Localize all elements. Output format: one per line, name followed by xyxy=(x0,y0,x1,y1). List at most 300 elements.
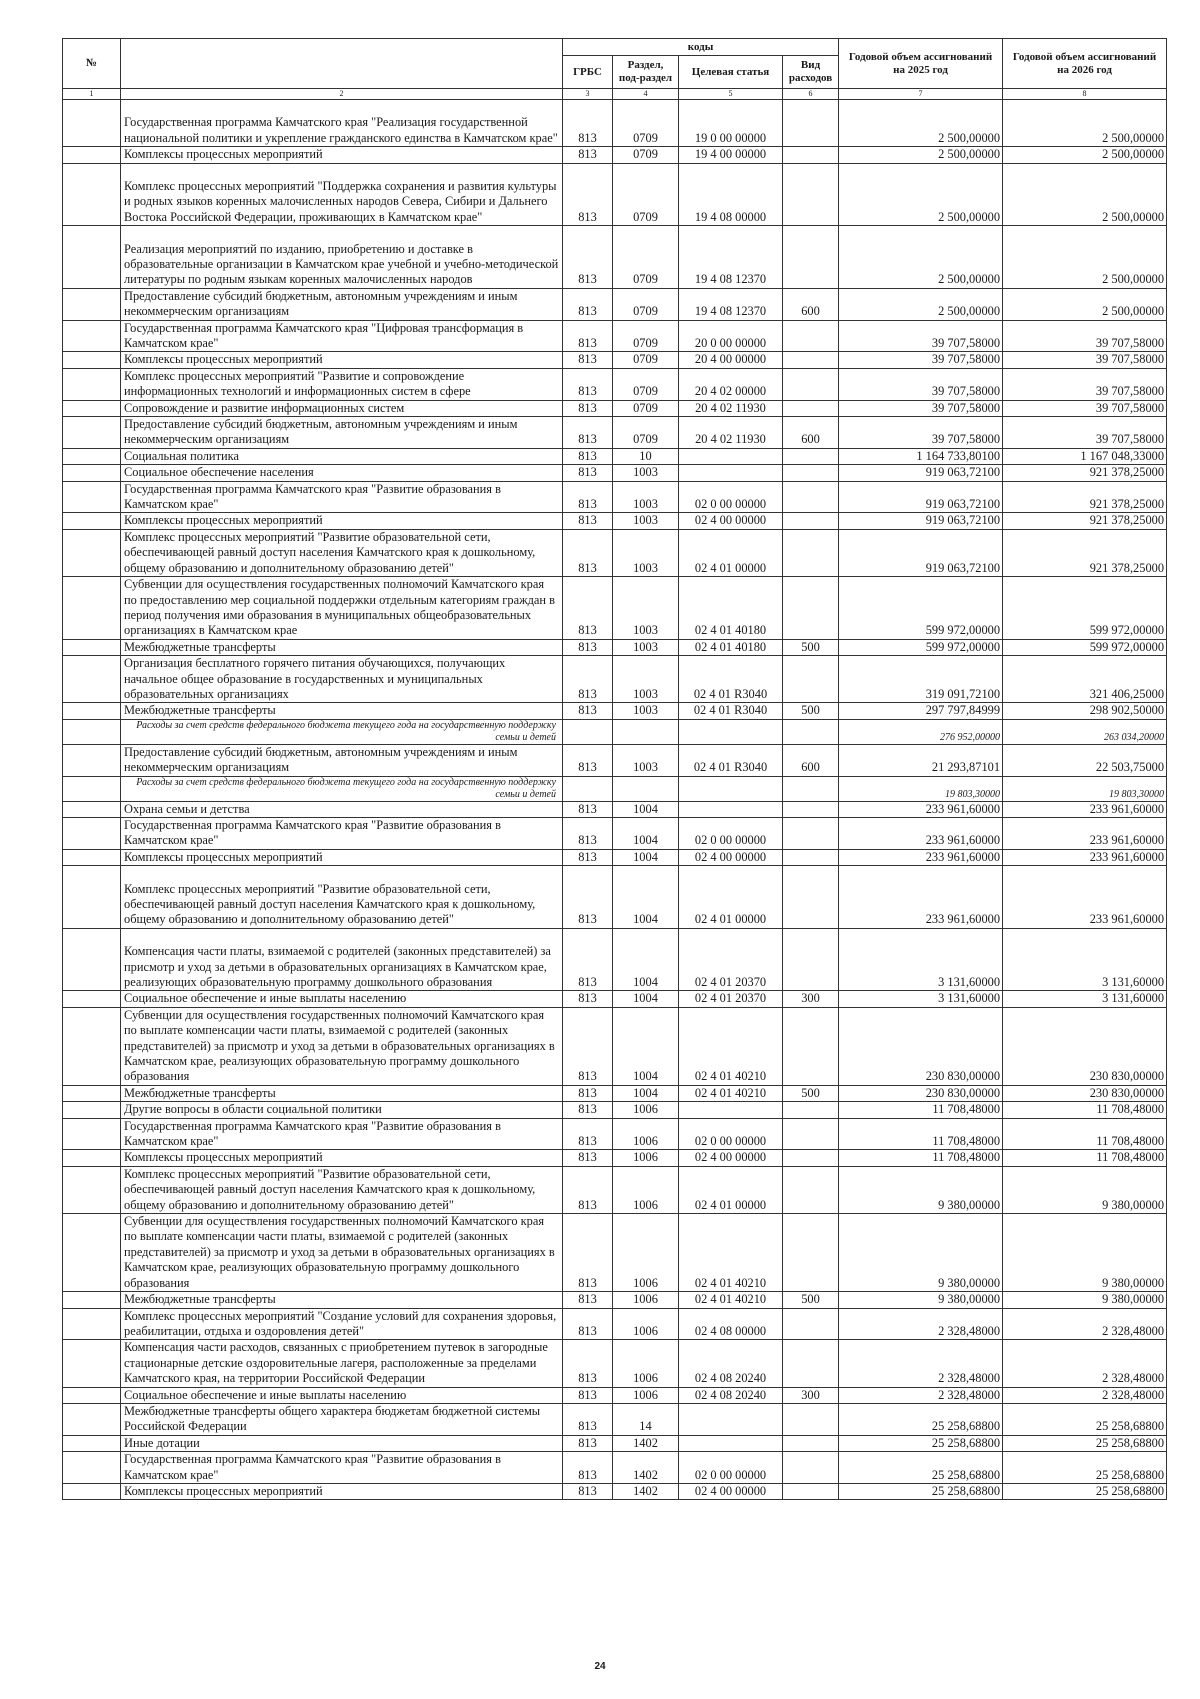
row-name: Комплекс процессных мероприятий "Создание условий для сохранения здоровья, реабилитации, отдыха и оздоровления детей" xyxy=(121,1308,563,1340)
row-name: Государственная программа Камчатского края "Развитие образования в Камчатском крае" xyxy=(121,817,563,849)
row-kind xyxy=(783,1118,839,1150)
row-section: 1006 xyxy=(613,1292,679,1308)
row-section: 1004 xyxy=(613,817,679,849)
row-amount-2026: 263 034,20000 xyxy=(1003,719,1167,744)
row-kind xyxy=(783,100,839,147)
table-row xyxy=(63,147,1167,163)
header-grbs: ГРБС xyxy=(563,56,613,89)
row-name: Межбюджетные трансферты xyxy=(121,639,563,655)
row-amount-2025: 25 258,68800 xyxy=(839,1452,1003,1484)
row-index-cell xyxy=(63,849,121,865)
row-kind xyxy=(783,1435,839,1451)
table-row xyxy=(63,639,1167,655)
row-amount-2025: 233 961,60000 xyxy=(839,817,1003,849)
row-section: 1006 xyxy=(613,1387,679,1403)
row-grbs: 813 xyxy=(563,417,613,449)
row-kind: 500 xyxy=(783,1085,839,1101)
row-amount-2026: 2 500,00000 xyxy=(1003,226,1167,289)
row-target: 19 4 08 12370 xyxy=(679,226,783,289)
row-index-cell xyxy=(63,147,121,163)
row-name: Другие вопросы в области социальной политики xyxy=(121,1102,563,1118)
row-section: 1006 xyxy=(613,1214,679,1292)
header-2025: Годовой объем ассигнований на 2025 год xyxy=(839,39,1003,89)
table-row xyxy=(63,744,1167,776)
row-amount-2026: 19 803,30000 xyxy=(1003,776,1167,801)
row-amount-2026: 2 500,00000 xyxy=(1003,288,1167,320)
row-name: Межбюджетные трансферты общего характера бюджетам бюджетной системы Российской Федерации xyxy=(121,1403,563,1435)
row-amount-2026: 233 961,60000 xyxy=(1003,866,1167,929)
row-section: 1003 xyxy=(613,481,679,513)
row-index-cell xyxy=(63,656,121,703)
row-amount-2026: 2 500,00000 xyxy=(1003,100,1167,147)
row-kind xyxy=(783,163,839,226)
row-name: Комплекс процессных мероприятий "Развитие и сопровождение информационных технологий и информационных систем в сфере xyxy=(121,368,563,400)
table-row xyxy=(63,703,1167,719)
row-target: 02 4 01 00000 xyxy=(679,529,783,576)
row-amount-2026: 25 258,68800 xyxy=(1003,1452,1167,1484)
row-name: Комплекс процессных мероприятий "Развитие образовательной сети, обеспечивающей равный доступ населения Камчатского края к дошкольному, общему образованию и дополнительному образованию детей" xyxy=(121,529,563,576)
row-target: 02 4 01 R3040 xyxy=(679,656,783,703)
table-row xyxy=(63,465,1167,481)
row-grbs: 813 xyxy=(563,481,613,513)
row-target: 20 4 00 00000 xyxy=(679,352,783,368)
row-index-cell xyxy=(63,703,121,719)
row-amount-2025: 2 500,00000 xyxy=(839,163,1003,226)
row-section: 0709 xyxy=(613,417,679,449)
row-name: Комплекс процессных мероприятий "Развитие образовательной сети, обеспечивающей равный доступ населения Камчатского края к дошкольному, общему образованию и дополнительному образованию детей" xyxy=(121,866,563,929)
row-section: 1003 xyxy=(613,577,679,640)
row-amount-2026: 921 378,25000 xyxy=(1003,529,1167,576)
row-section: 1004 xyxy=(613,866,679,929)
row-amount-2025: 25 258,68800 xyxy=(839,1435,1003,1451)
row-index-cell xyxy=(63,417,121,449)
row-amount-2026: 2 328,48000 xyxy=(1003,1387,1167,1403)
table-row xyxy=(63,866,1167,929)
row-target xyxy=(679,719,783,744)
header-codes: коды xyxy=(563,39,839,56)
row-amount-2025: 919 063,72100 xyxy=(839,513,1003,529)
row-name: Социальное обеспечение и иные выплаты населению xyxy=(121,991,563,1007)
row-amount-2026: 230 830,00000 xyxy=(1003,1007,1167,1085)
row-grbs: 813 xyxy=(563,928,613,991)
row-index-cell xyxy=(63,1166,121,1213)
row-amount-2025: 233 961,60000 xyxy=(839,866,1003,929)
row-index-cell xyxy=(63,529,121,576)
row-kind xyxy=(783,481,839,513)
row-grbs: 813 xyxy=(563,656,613,703)
row-target: 02 4 08 20240 xyxy=(679,1340,783,1387)
row-kind xyxy=(783,1340,839,1387)
table-row xyxy=(63,1387,1167,1403)
row-index-cell xyxy=(63,1007,121,1085)
budget-page xyxy=(62,38,1166,1500)
row-kind xyxy=(783,1403,839,1435)
row-amount-2026: 39 707,58000 xyxy=(1003,320,1167,352)
row-target: 20 4 02 11930 xyxy=(679,417,783,449)
row-index-cell xyxy=(63,1387,121,1403)
row-kind xyxy=(783,801,839,817)
row-amount-2025: 9 380,00000 xyxy=(839,1214,1003,1292)
row-target: 02 4 00 00000 xyxy=(679,849,783,865)
row-name: Иные дотации xyxy=(121,1435,563,1451)
table-row xyxy=(63,817,1167,849)
row-name: Государственная программа Камчатского края "Цифровая трансформация в Камчатском крае" xyxy=(121,320,563,352)
table-row xyxy=(63,1292,1167,1308)
row-amount-2026: 11 708,48000 xyxy=(1003,1118,1167,1150)
row-section: 1004 xyxy=(613,991,679,1007)
row-section: 1004 xyxy=(613,801,679,817)
row-amount-2026: 22 503,75000 xyxy=(1003,744,1167,776)
row-kind xyxy=(783,368,839,400)
row-amount-2026: 39 707,58000 xyxy=(1003,368,1167,400)
row-grbs: 813 xyxy=(563,817,613,849)
row-index-cell xyxy=(63,744,121,776)
row-section: 1003 xyxy=(613,639,679,655)
row-amount-2025: 19 803,30000 xyxy=(839,776,1003,801)
budget-table xyxy=(62,38,1167,1500)
row-amount-2025: 233 961,60000 xyxy=(839,801,1003,817)
row-target: 02 0 00 00000 xyxy=(679,1118,783,1150)
table-row xyxy=(63,801,1167,817)
row-amount-2026: 233 961,60000 xyxy=(1003,849,1167,865)
row-name: Субвенции для осуществления государственных полномочий Камчатского края по выплате компенсации части платы, взимаемой с родителей (законных представителей) за присмотр и уход за детьми в образовательных организациях в Камчатском крае, реализующих образовательную программу дошкольного образования xyxy=(121,1214,563,1292)
row-kind xyxy=(783,1214,839,1292)
row-name: Комплексы процессных мероприятий xyxy=(121,1150,563,1166)
row-target: 19 4 00 00000 xyxy=(679,147,783,163)
row-amount-2026: 2 328,48000 xyxy=(1003,1308,1167,1340)
row-name: Межбюджетные трансферты xyxy=(121,1085,563,1101)
row-target xyxy=(679,801,783,817)
row-name: Предоставление субсидий бюджетным, автономным учреждениям и иным некоммерческим организациям xyxy=(121,417,563,449)
row-section: 0709 xyxy=(613,288,679,320)
row-kind xyxy=(783,719,839,744)
row-name: Реализация мероприятий по изданию, приобретению и доставке в образовательные организации в Камчатском крае учебной и учебно-методической литературы по родным языкам коренных малочисленных народов xyxy=(121,226,563,289)
row-index-cell xyxy=(63,776,121,801)
table-row-subnote xyxy=(63,776,1167,801)
table-row xyxy=(63,991,1167,1007)
row-kind xyxy=(783,849,839,865)
row-grbs: 813 xyxy=(563,147,613,163)
row-index-cell xyxy=(63,1118,121,1150)
table-row xyxy=(63,513,1167,529)
row-index-cell xyxy=(63,928,121,991)
row-target: 02 4 01 40210 xyxy=(679,1007,783,1085)
row-section: 0709 xyxy=(613,163,679,226)
row-section: 1006 xyxy=(613,1166,679,1213)
row-amount-2026: 321 406,25000 xyxy=(1003,656,1167,703)
row-amount-2025: 1 164 733,80100 xyxy=(839,448,1003,464)
row-section: 14 xyxy=(613,1403,679,1435)
row-kind xyxy=(783,448,839,464)
row-amount-2025: 276 952,00000 xyxy=(839,719,1003,744)
row-kind: 300 xyxy=(783,991,839,1007)
row-section: 1004 xyxy=(613,849,679,865)
row-grbs xyxy=(563,719,613,744)
row-amount-2025: 39 707,58000 xyxy=(839,417,1003,449)
row-amount-2025: 319 091,72100 xyxy=(839,656,1003,703)
table-row xyxy=(63,417,1167,449)
table-row xyxy=(63,352,1167,368)
row-kind xyxy=(783,656,839,703)
row-grbs: 813 xyxy=(563,400,613,416)
row-amount-2025: 919 063,72100 xyxy=(839,465,1003,481)
column-number: 2 xyxy=(121,89,563,100)
row-index-cell xyxy=(63,577,121,640)
row-amount-2025: 2 500,00000 xyxy=(839,147,1003,163)
row-grbs: 813 xyxy=(563,1387,613,1403)
row-section: 1003 xyxy=(613,513,679,529)
row-name: Социальная политика xyxy=(121,448,563,464)
row-kind xyxy=(783,1150,839,1166)
row-target: 02 4 01 R3040 xyxy=(679,744,783,776)
header-kind: Вид расходов xyxy=(783,56,839,89)
row-amount-2026: 25 258,68800 xyxy=(1003,1483,1167,1499)
row-section: 1006 xyxy=(613,1150,679,1166)
row-index-cell xyxy=(63,1102,121,1118)
row-target: 02 4 00 00000 xyxy=(679,1483,783,1499)
row-index-cell xyxy=(63,1340,121,1387)
row-grbs: 813 xyxy=(563,1435,613,1451)
row-grbs: 813 xyxy=(563,163,613,226)
row-target: 02 4 01 40210 xyxy=(679,1085,783,1101)
row-kind xyxy=(783,1452,839,1484)
row-section: 1004 xyxy=(613,1007,679,1085)
row-name: Комплексы процессных мероприятий xyxy=(121,147,563,163)
row-target xyxy=(679,1102,783,1118)
row-kind: 600 xyxy=(783,417,839,449)
row-amount-2026: 1 167 048,33000 xyxy=(1003,448,1167,464)
row-index-cell xyxy=(63,100,121,147)
row-section: 1402 xyxy=(613,1452,679,1484)
row-amount-2026: 39 707,58000 xyxy=(1003,417,1167,449)
row-target: 02 4 01 00000 xyxy=(679,866,783,929)
row-index-cell xyxy=(63,288,121,320)
row-grbs: 813 xyxy=(563,1340,613,1387)
row-index-cell xyxy=(63,320,121,352)
row-amount-2026: 25 258,68800 xyxy=(1003,1435,1167,1451)
table-row xyxy=(63,1308,1167,1340)
header-name xyxy=(121,39,563,89)
row-target: 02 4 01 40180 xyxy=(679,577,783,640)
row-target: 20 4 02 00000 xyxy=(679,368,783,400)
row-kind xyxy=(783,817,839,849)
row-grbs: 813 xyxy=(563,1483,613,1499)
row-target xyxy=(679,776,783,801)
row-section: 1003 xyxy=(613,744,679,776)
row-kind xyxy=(783,1102,839,1118)
row-name: Предоставление субсидий бюджетным, автономным учреждениям и иным некоммерческим организациям xyxy=(121,288,563,320)
row-target: 02 4 08 00000 xyxy=(679,1308,783,1340)
row-amount-2026: 9 380,00000 xyxy=(1003,1292,1167,1308)
row-kind: 500 xyxy=(783,703,839,719)
row-target xyxy=(679,465,783,481)
row-kind xyxy=(783,1166,839,1213)
row-name: Социальное обеспечение и иные выплаты населению xyxy=(121,1387,563,1403)
row-kind xyxy=(783,866,839,929)
row-kind: 500 xyxy=(783,639,839,655)
header-section: Раздел, под-раздел xyxy=(613,56,679,89)
row-grbs: 813 xyxy=(563,1007,613,1085)
row-grbs: 813 xyxy=(563,465,613,481)
table-row xyxy=(63,1483,1167,1499)
table-row xyxy=(63,577,1167,640)
table-header xyxy=(63,39,1167,100)
row-target: 19 0 00 00000 xyxy=(679,100,783,147)
table-row-subnote xyxy=(63,719,1167,744)
row-section: 0709 xyxy=(613,147,679,163)
table-row xyxy=(63,928,1167,991)
row-target: 19 4 08 12370 xyxy=(679,288,783,320)
table-row xyxy=(63,288,1167,320)
row-section xyxy=(613,719,679,744)
row-name: Комплексы процессных мероприятий xyxy=(121,352,563,368)
row-amount-2025: 2 500,00000 xyxy=(839,100,1003,147)
row-section: 1006 xyxy=(613,1340,679,1387)
row-name: Государственная программа Камчатского края "Развитие образования в Камчатском крае" xyxy=(121,1118,563,1150)
table-row xyxy=(63,1214,1167,1292)
page-number: 24 xyxy=(594,1661,606,1672)
row-grbs: 813 xyxy=(563,1102,613,1118)
row-section: 10 xyxy=(613,448,679,464)
row-kind xyxy=(783,1483,839,1499)
row-index-cell xyxy=(63,801,121,817)
row-name: Компенсация части платы, взимаемой с родителей (законных представителей) за присмотр и уход за детьми в образовательных организациях в Камчатском крае, реализующих образовательную программу дошкольного образования xyxy=(121,928,563,991)
row-amount-2025: 233 961,60000 xyxy=(839,849,1003,865)
row-amount-2025: 599 972,00000 xyxy=(839,577,1003,640)
row-amount-2026: 921 378,25000 xyxy=(1003,465,1167,481)
row-amount-2026: 298 902,50000 xyxy=(1003,703,1167,719)
row-section: 0709 xyxy=(613,226,679,289)
table-row xyxy=(63,1118,1167,1150)
row-grbs: 813 xyxy=(563,639,613,655)
row-grbs: 813 xyxy=(563,368,613,400)
row-name: Субвенции для осуществления государственных полномочий Камчатского края по предоставлению мер социальной поддержки отдельным категориям граждан в период получения ими образования в муниципальных общеобразовательных организациях в Камчатском крае xyxy=(121,577,563,640)
row-index-cell xyxy=(63,400,121,416)
row-name: Комплексы процессных мероприятий xyxy=(121,1483,563,1499)
table-row xyxy=(63,100,1167,147)
row-section: 1003 xyxy=(613,529,679,576)
row-kind xyxy=(783,352,839,368)
row-amount-2025: 39 707,58000 xyxy=(839,320,1003,352)
row-amount-2026: 9 380,00000 xyxy=(1003,1214,1167,1292)
row-grbs: 813 xyxy=(563,1085,613,1101)
row-amount-2025: 2 328,48000 xyxy=(839,1308,1003,1340)
row-grbs xyxy=(563,776,613,801)
row-amount-2025: 3 131,60000 xyxy=(839,991,1003,1007)
table-row xyxy=(63,1452,1167,1484)
row-grbs: 813 xyxy=(563,226,613,289)
row-kind: 500 xyxy=(783,1292,839,1308)
row-section: 1402 xyxy=(613,1435,679,1451)
row-name: Межбюджетные трансферты xyxy=(121,703,563,719)
row-grbs: 813 xyxy=(563,513,613,529)
row-amount-2026: 233 961,60000 xyxy=(1003,817,1167,849)
row-section: 1006 xyxy=(613,1118,679,1150)
row-name: Компенсация части расходов, связанных с приобретением путевок в загородные стационарные детские оздоровительные лагеря, расположенные за пределами Камчатского края, на территории Российской Федерации xyxy=(121,1340,563,1387)
row-kind xyxy=(783,928,839,991)
row-amount-2025: 230 830,00000 xyxy=(839,1007,1003,1085)
row-target: 02 4 08 20240 xyxy=(679,1387,783,1403)
row-index-cell xyxy=(63,1085,121,1101)
row-section: 1003 xyxy=(613,465,679,481)
row-index-cell xyxy=(63,639,121,655)
row-grbs: 813 xyxy=(563,991,613,1007)
row-target: 02 4 00 00000 xyxy=(679,1150,783,1166)
table-row xyxy=(63,226,1167,289)
row-kind xyxy=(783,147,839,163)
row-grbs: 813 xyxy=(563,1166,613,1213)
row-target xyxy=(679,1435,783,1451)
row-grbs: 813 xyxy=(563,1150,613,1166)
row-target: 20 0 00 00000 xyxy=(679,320,783,352)
row-name: Государственная программа Камчатского края "Реализация государственной национальной политики и укрепление гражданского единства в Камчатском крае" xyxy=(121,100,563,147)
row-grbs: 813 xyxy=(563,744,613,776)
row-name: Государственная программа Камчатского края "Развитие образования в Камчатском крае" xyxy=(121,1452,563,1484)
row-index-cell xyxy=(63,448,121,464)
row-section: 1004 xyxy=(613,928,679,991)
row-grbs: 813 xyxy=(563,801,613,817)
row-amount-2025: 2 500,00000 xyxy=(839,226,1003,289)
row-section: 0709 xyxy=(613,352,679,368)
row-section: 0709 xyxy=(613,100,679,147)
row-amount-2025: 2 328,48000 xyxy=(839,1387,1003,1403)
row-index-cell xyxy=(63,1214,121,1292)
row-name: Расходы за счет средств федерального бюджета текущего года на государственную поддержку семьи и детей xyxy=(121,719,563,744)
row-target xyxy=(679,1403,783,1435)
row-target: 02 4 01 40210 xyxy=(679,1292,783,1308)
row-amount-2026: 599 972,00000 xyxy=(1003,577,1167,640)
table-row xyxy=(63,1340,1167,1387)
column-number: 6 xyxy=(783,89,839,100)
row-grbs: 813 xyxy=(563,288,613,320)
row-grbs: 813 xyxy=(563,1292,613,1308)
row-amount-2025: 297 797,84999 xyxy=(839,703,1003,719)
row-section: 0709 xyxy=(613,320,679,352)
row-kind xyxy=(783,513,839,529)
row-section: 1003 xyxy=(613,656,679,703)
row-name: Предоставление субсидий бюджетным, автономным учреждениям и иным некоммерческим организациям xyxy=(121,744,563,776)
row-amount-2025: 39 707,58000 xyxy=(839,400,1003,416)
row-index-cell xyxy=(63,163,121,226)
row-amount-2025: 11 708,48000 xyxy=(839,1102,1003,1118)
row-amount-2025: 2 500,00000 xyxy=(839,288,1003,320)
row-target: 02 4 01 40210 xyxy=(679,1214,783,1292)
row-target: 20 4 02 11930 xyxy=(679,400,783,416)
table-body xyxy=(63,100,1167,1500)
row-name: Государственная программа Камчатского края "Развитие образования в Камчатском крае" xyxy=(121,481,563,513)
row-index-cell xyxy=(63,352,121,368)
row-name: Субвенции для осуществления государственных полномочий Камчатского края по выплате компенсации части платы, взимаемой с родителей (законных представителей) за присмотр и уход за детьми в образовательных организациях в Камчатском крае, реализующих образовательную программу дошкольного образования xyxy=(121,1007,563,1085)
row-amount-2026: 39 707,58000 xyxy=(1003,352,1167,368)
row-index-cell xyxy=(63,1292,121,1308)
row-amount-2025: 919 063,72100 xyxy=(839,481,1003,513)
row-index-cell xyxy=(63,465,121,481)
row-section: 1006 xyxy=(613,1102,679,1118)
row-amount-2025: 25 258,68800 xyxy=(839,1403,1003,1435)
row-index-cell xyxy=(63,1150,121,1166)
row-name: Сопровождение и развитие информационных систем xyxy=(121,400,563,416)
row-amount-2025: 39 707,58000 xyxy=(839,368,1003,400)
row-section: 0709 xyxy=(613,400,679,416)
column-number: 7 xyxy=(839,89,1003,100)
row-amount-2025: 9 380,00000 xyxy=(839,1292,1003,1308)
row-amount-2025: 11 708,48000 xyxy=(839,1118,1003,1150)
row-target: 02 0 00 00000 xyxy=(679,1452,783,1484)
row-grbs: 813 xyxy=(563,703,613,719)
row-target: 02 4 01 20370 xyxy=(679,991,783,1007)
row-name: Охрана семьи и детства xyxy=(121,801,563,817)
table-row xyxy=(63,1150,1167,1166)
